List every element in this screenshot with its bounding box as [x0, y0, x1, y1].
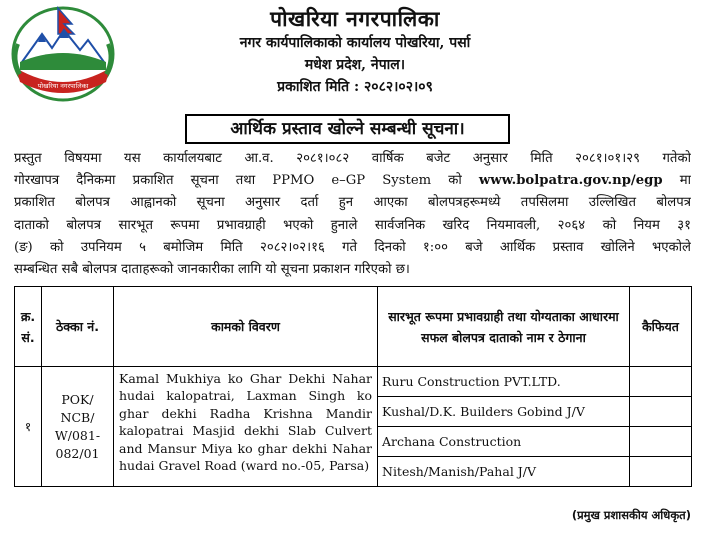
body-line: गोरखापत्र दैनिकमा प्रकाशित सूचना तथा PPMO e–GP System को [14, 173, 479, 189]
office-name: नगर कार्यपालिकाको कार्यालय पोखरिया, पर्सा [239, 35, 471, 51]
body-line: (ङ) को उपनियम ५ बमोजिम मिति २०८२।०२।१६ गते दिनको १:०० बजे आर्थिक प्रस्ताव खोलिने भएकोले [14, 239, 691, 255]
notice-body [14, 148, 691, 281]
bidder-name: Ruru Construction PVT.LTD. [378, 367, 630, 397]
remarks-cell [630, 427, 692, 457]
signoff-title: (प्रमुख प्रशासकीय अधिकृत) [571, 508, 691, 522]
published-date: प्रकाशित मिति : २०८२।०२।०९ [277, 79, 433, 95]
bidder-name: Kushal/D.K. Builders Gobind J/V [378, 397, 630, 427]
bidder-name: Archana Construction [378, 427, 630, 457]
remarks-cell [630, 457, 692, 487]
body-line-with-link [14, 170, 691, 192]
row-description: Kamal Mukhiya ko Ghar Dekhi Nahar hudai kalopatrai, Laxman Singh ko ghar dekhi Radha Krishna Mandir kalopatrai Masjid dekhi Slab Culvert and Mansur Miya ko ghar dekhi Nahar hudai Gravel Road (ward no.-05, Parsa) [114, 367, 378, 487]
table-row [15, 367, 692, 397]
letterhead [120, 6, 590, 98]
row-sn: १ [15, 367, 42, 487]
office-address: मधेश प्रदेश, नेपाल। [304, 57, 406, 73]
remarks-cell [630, 367, 692, 397]
body-line: प्रस्तुत विषयमा यस कार्यालयबाट आ.व. २०८१।०८२ वार्षिक बजेट अनुसार मिति २०८१।०१।२९ गतेको [14, 151, 691, 166]
emblem-caption: पोखरिया नगरपालिका [37, 82, 89, 90]
body-line: मा [662, 173, 691, 189]
header-sn: क्र. सं. [15, 287, 42, 367]
table-header-row [15, 287, 692, 367]
header-bidder: सारभूत रूपमा प्रभावग्राही तथा योग्यताका आधारमा सफल बोलपत्र दाताको नाम र ठेगाना [378, 287, 630, 367]
header-contract-no: ठेक्का नं. [42, 287, 114, 367]
row-contract-no: POK/ NCB/ W/081- 082/01 [42, 367, 114, 487]
remarks-cell [630, 397, 692, 427]
body-line: सम्बन्धित सबै बोलपत्र दाताहरूको जानकारीका लागि यो सूचना प्रकाशन गरिएको छ। [14, 262, 410, 278]
notice-title: आर्थिक प्रस्ताव खोल्ने सम्बन्धी सूचना। [185, 114, 510, 144]
municipality-emblem-icon [8, 4, 118, 104]
body-line: प्रकाशित बोलपत्र आह्वानको सूचना अनुसार दर्ता हुन आएका बोलपत्रहरूमध्ये तपसिलमा उल्लिखित बोलपत्र [14, 195, 691, 211]
website-link[interactable]: www.bolpatra.gov.np/egp [478, 173, 663, 189]
body-line: दाताको बोलपत्र सारभूत रूपमा प्रभावग्राही भएको हुनाले सार्वजनिक खरिद नियमावली, २०६४ को नियम ३१ [14, 217, 691, 233]
header-description: कामको विवरण [114, 287, 378, 367]
municipality-title: पोखरिया नगरपालिका [270, 7, 440, 31]
bid-table [14, 286, 692, 487]
header-remarks: कैफियत [630, 287, 692, 367]
bidder-name: Nitesh/Manish/Pahal J/V [378, 457, 630, 487]
